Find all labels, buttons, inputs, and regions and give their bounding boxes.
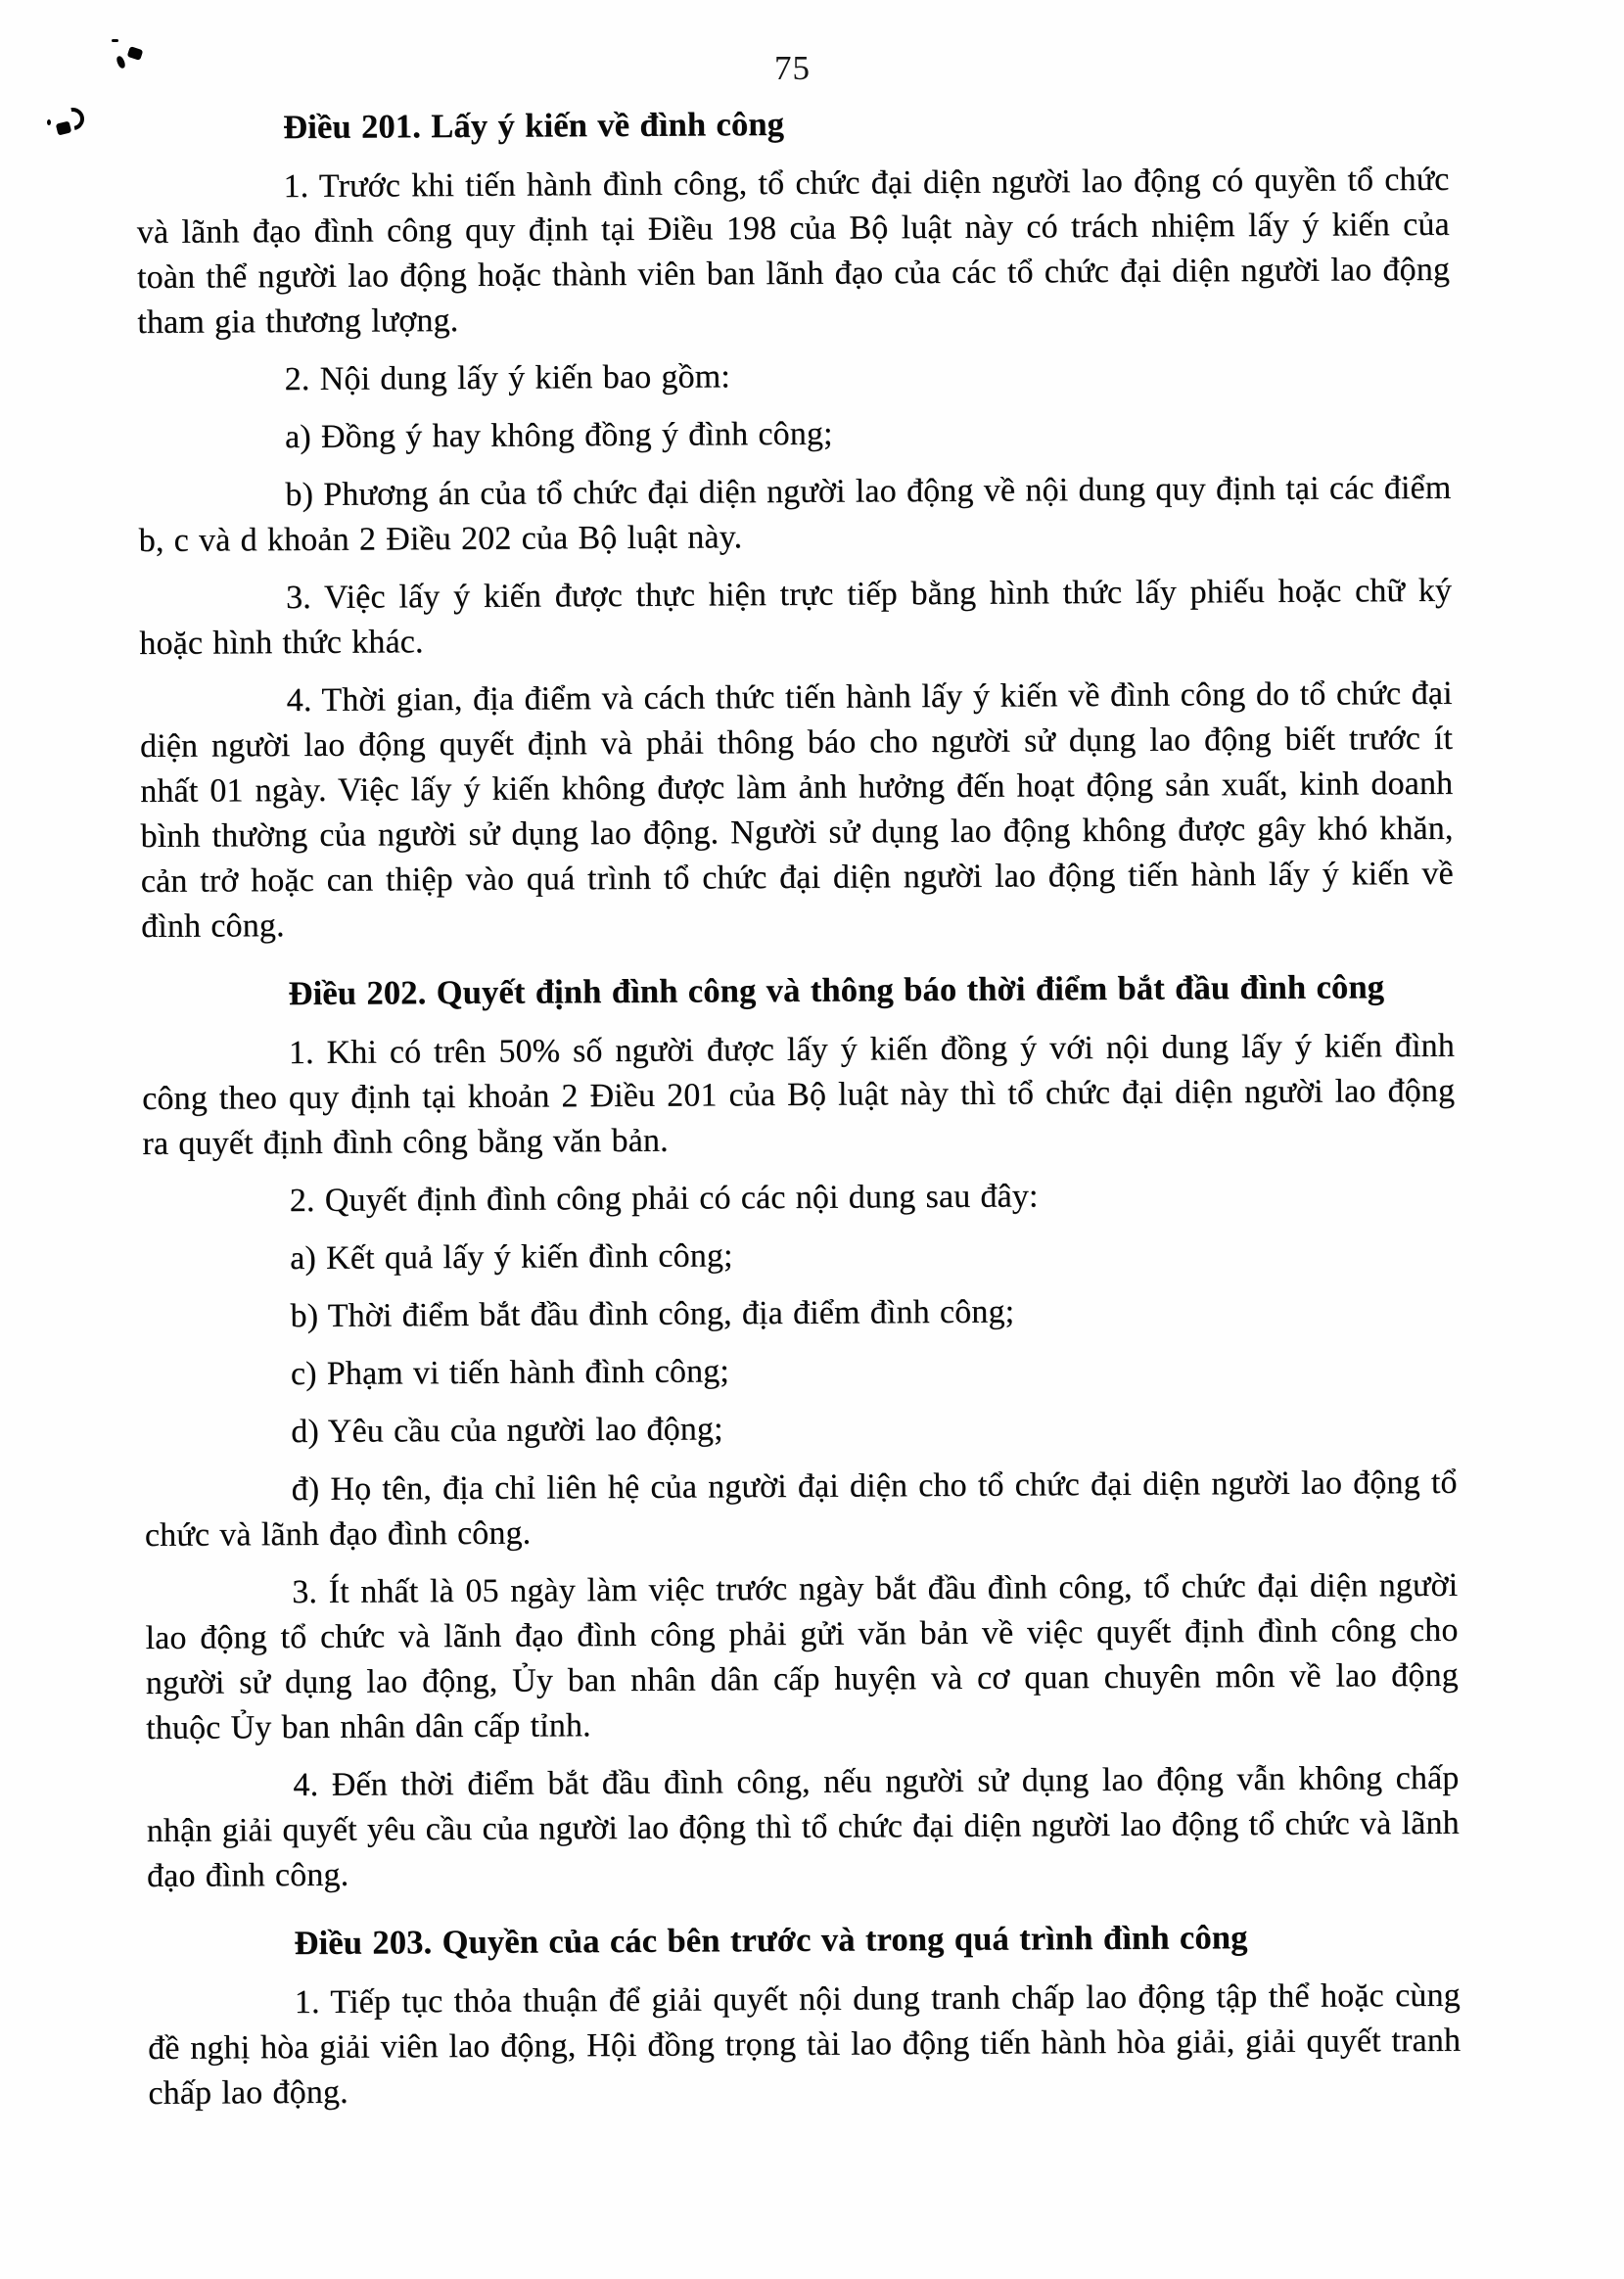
article-203-clause-1: 1. Tiếp tục thỏa thuận để giải quyết nội dung tranh chấp lao động tập thể hoặc cùng đề nghị hòa giải viên lao động, Hội đồng trọng tài lao động tiến hành hòa giải, giải quyết tranh chấp lao động.	[148, 1977, 1462, 2112]
document-body	[136, 96, 1462, 2116]
article-202-clause-2: 2. Quyết định đình công phải có các nội dung sau đây:	[289, 1178, 1039, 1220]
article-201-clause-3: 3. Việc lấy ý kiến được thực hiện trực tiếp bằng hình thức lấy phiếu hoặc chữ ký hoặc hình thức khác.	[139, 572, 1453, 662]
article-202-point-dd: đ) Họ tên, địa chỉ liên hệ của người đại diện cho tổ chức đại diện người lao động tổ chức và lãnh đạo đình công.	[144, 1464, 1458, 1554]
article-201-point-a: a) Đồng ý hay không đồng ý đình công;	[284, 415, 833, 456]
article-202-point-a: a) Kết quả lấy ý kiến đình công;	[290, 1237, 733, 1278]
article-201-clause-4: 4. Thời gian, địa điểm và cách thức tiến hành lấy ý kiến về đình công do tổ chức đại diện người lao động quyết định và phải thông báo cho người sử dụng lao động biết trước ít nhất 01 ngày. Việc lấy ý kiến không được làm ảnh hưởng đến hoạt động sản xuất, kinh doanh bình thường của người sử dụng lao động. Người sử dụng lao động không được gây khó khăn, cản trở hoặc can thiệp vào quá trình tổ chức đại diện người lao động tiến hành lấy ý kiến về đình công.	[139, 674, 1454, 945]
article-202-clause-4: 4. Đến thời điểm bắt đầu đình công, nếu người sử dụng lao động vẫn không chấp nhận giải quyết yêu cầu của người lao động thì tổ chức đại diện người lao động tổ chức và lãnh đạo đình công.	[146, 1759, 1460, 1894]
article-201-clause-2: 2. Nội dung lấy ý kiến bao gồm:	[284, 358, 731, 398]
page-number: 75	[774, 49, 811, 87]
article-202-clause-1: 1. Khi có trên 50% số người được lấy ý kiến đồng ý với nội dung lấy ý kiến đình công theo quy định tại khoản 2 Điều 201 của Bộ luật này thì tổ chức đại diện người lao động ra quyết định đình công bằng văn bản.	[142, 1027, 1456, 1162]
article-202-point-d: d) Yêu cầu của người lao động;	[291, 1411, 723, 1451]
article-202-point-b: b) Thời điểm bắt đầu đình công, địa điểm đình công;	[290, 1293, 1015, 1335]
article-201-point-b: b) Phương án của tổ chức đại diện người lao động về nội dung quy định tại các điểm b, c và d khoản 2 Điều 202 của Bộ luật này.	[138, 469, 1452, 559]
article-203-heading: Điều 203. Quyền của các bên trước và trong quá trình đình công	[294, 1919, 1248, 1963]
article-201-heading: Điều 201. Lấy ý kiến về đình công	[283, 105, 785, 147]
article-202-heading: Điều 202. Quyết định đình công và thông báo thời điểm bắt đầu đình công	[288, 968, 1385, 1013]
article-202-clause-3: 3. Ít nhất là 05 ngày làm việc trước ngày bắt đầu đình công, tổ chức đại diện người lao động tổ chức và lãnh đạo đình công phải gửi văn bản về việc quyết định đình công cho người sử dụng lao động, Ủy ban nhân dân cấp huyện và cơ quan chuyên môn về lao động thuộc Ủy ban nhân dân cấp tỉnh.	[145, 1566, 1459, 1746]
article-201-clause-1: 1. Trước khi tiến hành đình công, tổ chức đại diện người lao động có quyền tổ chức và lãnh đạo đình công quy định tại Điều 198 của Bộ luật này có trách nhiệm lấy ý kiến của toàn thể người lao động hoặc thành viên ban lãnh đạo của các tổ chức đại diện người lao động tham gia thương lượng.	[136, 161, 1451, 341]
article-202-point-c: c) Phạm vi tiến hành đình công;	[290, 1353, 730, 1393]
ink-smudge-left-icon	[47, 108, 84, 141]
